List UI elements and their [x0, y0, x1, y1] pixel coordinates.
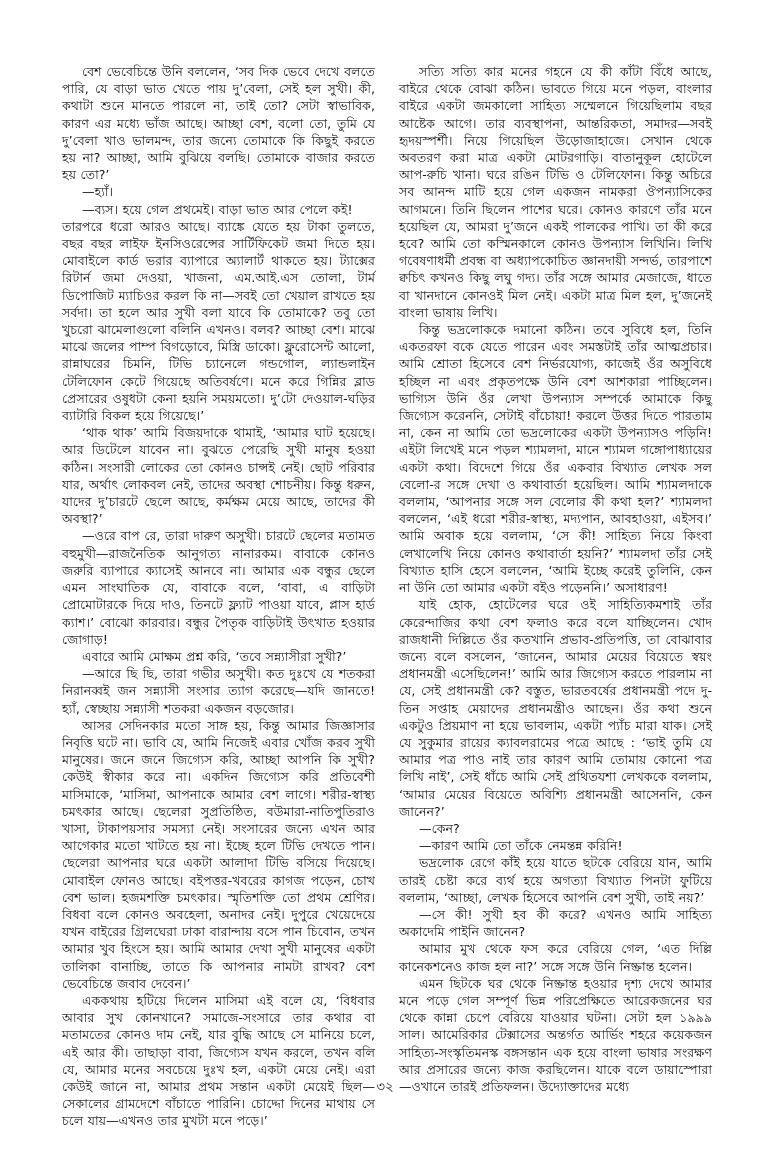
- paragraph-dialogue: —কেন?: [419, 820, 460, 836]
- paragraph: ভদ্রলোক রেগে কাঁই হয়ে যাতে ছটকে বেরিয়ে যান, আমি তারই চেষ্টা করে ব্যর্থ হয়ে অগত্যা বিখ্যাত পিনটা ফুটিয়ে বললাম, ‘আচ্ছা, লেখক হিসেবে আপনি বেশ সুখী, তাই নয়?’: [399, 855, 712, 905]
- paragraph: এমন ছিটকে ঘর থেকে নিষ্ক্রান্ত হওয়ার দৃশ্য দেখে আমার মনে পড়ে গেল সম্পূর্ণ ভিন্ন পরিপ্রেক্ষিতে আরেকজনের ঘর থেকে কান্না চেপে বেরিয়ে যাওয়ার ঘটনা। সেটা হল ১৯৯৯ সাল। আমেরিকার টেক্সাসের অন্তর্গত আর্ভিং শহরে কয়েকজন সাহিত্য-সংস্কৃতিমনস্ক বঙ্গসন্তান এক হয়ে বাংলা ভাষার সংরক্ষণ আর প্রসারের জন্যে কাজ করছিলেন। যাকে বলে ডায়াস্পোরা—ওখানে তারই প্রতিফলন। উদ্যোক্তাদের মধ্যে: [399, 975, 712, 1094]
- paragraph-dialogue: —হ্যাঁ।: [82, 184, 114, 200]
- paragraph-dialogue: —আরে ছি ছি, তারা গভীর অসুখী। কত দুঃখে যে শতকরা নিরানব্বই জন সন্ন্যাসী সংসার ত্যাগ করেছে—যদি জানতে! হ্যাঁ, স্বেচ্ছায় সন্ন্যাসী শতকরা একজন বড়জোর।: [62, 666, 375, 716]
- paragraph: তারপরে ধরো আরও আছে। ব্যাঙ্কে যেতে হয় টাকা তুলতে, বছর বছর লাইফ ইনসিওরেন্সের সার্টিফিকেট জমা দিতে হয়। মোবাইলে কার্ড ভরার ব্যাপারে অ্যালার্ট থাকতে হয়। ট্যাক্সের রিটার্ন জমা দেওয়া, খাজনা, এম.আই.এস তোলা, টার্ম ডিপোজিট ম্যাচিওর করল কি না—সবই তো খেয়াল রাখতে হয় সর্বদা। তা হলে আর সুখী বলা যাবে কি তোমাকে? তবু তো খুচরো ঝামেলাগুলো বলিনি এখনও। বলব? আচ্ছা বেশ। মাঝে মাঝে জলের পাম্প বিগড়োবে, মিস্ত্রি ডাকো। ফ্লুরোসেন্ট আলো, রান্নাঘরের চিমনি, টিভি চ্যানেলে গন্ডগোল, ল্যান্ডলাইন টেলিফোন কেটে গিয়েছে অতিবর্ষণে। মনে করে গিন্নির ব্লাড প্রেসারের ওষুধটা কেনা হয়নি সময়মতো। দু’টো দেওয়াল-ঘড়ির ব্যাটারি বিকল হয়ে গিয়েছে।’: [62, 218, 375, 424]
- paragraph: আমার মুখ থেকে ফস করে বেরিয়ে গেল, ‘এত দিল্লি কানেকশনেও কাজ হল না?’ সঙ্গে সঙ্গে উনি নিষ্ক্রান্ত হলেন।: [399, 941, 712, 974]
- paragraph: এবারে আমি মোক্ষম প্রশ্ন করি, ‘তবে সন্ন্যাসীরা সুখী?’: [82, 648, 347, 664]
- text-column-left: [62, 63, 375, 1130]
- text-column-right: [399, 63, 712, 1095]
- paragraph: সত্যি সত্যি কার মনের গহনে যে কী কাঁটা বিঁধে আছে, বাইরে থেকে বোঝা কঠিন। ভাবতে গিয়ে মনে পড়ল, বাংলার বাইরে একটা জমকালো সাহিত্য সম্মেলনে গিয়েছিলাম বছর আষ্টেক আগে। তার ব্যবস্থাপনা, আন্তরিকতা, সমাদর—সবই হৃদয়স্পর্শী। নিয়ে গিয়েছিল উড়োজাহাজে। সেখান থেকে অবতরণ করা মাত্র একটা মোটরগাড়ি। বাতানুকূল হোটেলে আপ-রুচি খানা। ঘরে রঙিন টিভি ও টেলিফোন। কিন্তু অচিরে সব আনন্দ মাটি হয়ে গেল একজন নামকরা ঔপন্যাসিকের আগমনে। তিনি ছিলেন পাশের ঘরে। কোনও কারণে তাঁর মনে হয়েছিল যে, আমরা দু’জনে একই পালকের পাখি। তা কী করে হবে? আমি তো কস্মিনকালে কোনও উপন্যাস লিখিনি। লিখি গবেষণাধর্মী প্রবন্ধ বা অধ্যাপকোচিত জ্ঞানদায়ী সন্দর্ভ, তারপাশে ক্বচিৎ কখনও কিছু লঘু গদ্য। তাঁর সঙ্গে আমার মেজাজে, ধাতে বা খানদানে কোনওই মিল নেই। একটা মাত্র মিল হল, দু’জনেই বাংলা ভাষায় লিখি।: [399, 64, 712, 320]
- paragraph-dialogue: —সে কী! সুখী হব কী করে? এখনও আমি সাহিত্য অকাদেমি পাইনি জানেন?: [399, 906, 712, 940]
- paragraph-dialogue: —ওরে বাপ রে, তারা দারুণ অসুখী। চারটে ছেলের মতামত বহুমুখী—রাজনৈতিক আনুগত্য নানারকম। বাবাকে কোনও জরুরি ব্যাপারে ক্যাসেই আনবে না। আমার এক বন্ধুর ছেলে এমন সাংঘাতিক যে, বাবাকে বলে, ‘বাবা, এ বাড়িটা প্রোমোটারকে দিয়ে দাও, তিনটে ফ্ল্যাট পাওয়া যাবে, প্লাস হার্ড ক্যাশ।’ বোঝো কারবার। বন্ধুর পৈতৃক বাড়িটাই উৎখাত হওয়ার জোগাড়!: [62, 528, 375, 647]
- paragraph: বেশ ভেবেচিন্তে উনি বললেন, ‘সব দিক ভেবে দেখে বলতে পারি, যে বাড়া ভাত খেতে পায় দু’বেলা, সেই হল সুখী। কী, কথাটা শুনে মানতে পারলে না, তাই তো? সেটা স্বাভাবিক, কারণ এর মধ্যে ভাঁজ আছে। আচ্ছা বেশ, বলো তো, তুমি যে দু’বেলা খাও ভালমন্দ, তার জন্যে তোমাকে কি কিছুই করতে হয় না? আচ্ছা, আমি বুঝিয়ে বলছি। তোমাকে বাজার করতে হয় তো?’: [62, 64, 375, 183]
- page-number: ৩২: [376, 1079, 394, 1095]
- paragraph: এককথায় হটিয়ে দিলেন মাসিমা এই বলে যে, ‘বিধবার আবার সুখ কোনখানে? সমাজে-সংসারে তার কথার বা মতামতের কোনও দাম নেই, যার বুদ্ধি আছে সে মানিয়ে চলে, এই আর কী। তাছাড়া বাবা, জিগ্যেস যখন করলে, তখন বলি যে, আমার মনের সবচেয়ে দুঃখ হল, একটা মেয়ে নেই। এরা কেউই জানে না, আমার প্রথম সন্তান একটা মেয়েই ছিল—সেকালের গ্রামদেশে বাঁচাতে পারিনি। চোদ্দো দিনের মাথায় সে চলে যায়—এখনও তার মুখটা মনে পড়ে।’: [62, 992, 375, 1129]
- paragraph: কিন্তু ভদ্রলোককে দমানো কঠিন। তবে সুবিধে হল, তিনি একতরফা বকে যেতে পারেন এবং সমস্তটাই তাঁর আত্মপ্রচার। আমি শ্রোতা হিসেবে বেশ নির্ভরযোগ্য, কাজেই ওঁর অসুবিধে হচ্ছিল না এবং প্রকৃতপক্ষে উনি বেশ আশকারা পাচ্ছিলেন। ভাগ্যিস উনি ওঁর লেখা উপন্যাস সম্পর্কে আমাকে কিছু জিগ্যেস করেননি, সেটাই বাঁচোয়া! করলে উত্তর দিতে পারতাম না, কেন না আমি তো ভদ্রলোকের একটা উপন্যাসও পড়িনি! এইটা লিখেই মনে পড়ল শ্যামলদা, মানে শ্যামল গঙ্গোপাধ্যায়ের একটা কথা। বিদেশে গিয়ে ওঁর একবার বিখ্যাত লেখক সল বেলো-র সঙ্গে দেখা ও কথাবার্তা হয়েছিল। আমি শ্যামলদাকে বললাম, ‘আপনার সঙ্গে সল বেলোর কী কথা হল?’ শ্যামলদা বললেন, ‘এই ধরো শরীর-স্বাস্থ্য, মদ্যপান, আবহাওয়া, এইসব।’ আমি অবাক হয়ে বললাম, ‘সে কী! সাহিত্য নিয়ে কিংবা লেখালেখি নিয়ে কোনও কথাবার্তা হয়নি?’ শ্যামলদা তাঁর সেই বিখ্যাত হাসি হেসে বললেন, ‘আমি ইচ্ছে করেই তুলিনি, কেন না উনি তো আমার একটা বইও পড়েননি।’ অসাধারণ!: [399, 322, 712, 596]
- paragraph: যাই হোক, হোটেলের ঘরে ওই সাহিত্যিকমশাই তাঁর কেরেন্দাজির কথা বেশ ফলাও করে বলে যাচ্ছিলেন। খোদ রাজধানী দিল্লিতে ওঁর কতখানি প্রভাব-প্রতিপত্তি, তা বোঝাবার জন্যে বলে বসলেন, ‘জানেন, আমার মেয়ের বিয়েতে স্বয়ং প্রধানমন্ত্রী এসেছিলেন!’ আমি আর জিগ্যেস করতে পারলাম না যে, সেই প্রধানমন্ত্রী কে? বস্তুত, ভারতবর্ষের প্রধানমন্ত্রী পদে দু-তিন সপ্তাহ মেয়াদের প্রধানমন্ত্রীও আছেন। ওঁর কথা শুনে একটুও প্রিয়মাণ না হয়ে ভাবলাম, একটা প্যাঁচ মারা যাক। সেই যে সুকুমার রায়ের ক্যাবলরামের পত্রে আছে : ‘ভাই তুমি যে আমার পত্র পাও নাই তার কারণ আমি তোমায় কোনো পত্র লিখি নাই’, সেই ধাঁচে আমি সেই প্রথিতযশা লেখককে বললাম, ‘আমার মেয়ের বিয়েতে অবিশ্যি প্রধানমন্ত্রী আসেননি, কেন জানেন?’: [399, 597, 712, 819]
- paragraph-dialogue: —ব্যস। হয়ে গেল প্রথমেই। বাড়া ভাত আর পেলে কই!: [82, 201, 353, 217]
- paragraph-dialogue: —কারণ আমি তো তাঁকে নেমন্তন্ন করিনি!: [419, 838, 623, 854]
- paragraph: ‘থাক থাক’ আমি বিজয়দাকে থামাই, ‘আমার ঘাট হয়েছে। আর ডিটেলে যাবেন না। বুঝতে পেরেছি সুখী মানুষ হওয়া কঠিন। সংসারী লোকের তো কোনও চান্সই নেই। ছোট পরিবার যার, অর্থাৎ লোকবল নেই, তাদের অবস্থা শোচনীয়। কিন্তু ধরুন, যাদের দু’চারটে ছেলে আছে, কর্মক্ষম মেয়ে আছে, তাদের কী অবস্থা?’: [62, 425, 375, 527]
- paragraph: আসর সেদিনকার মতো সাঙ্গ হয়, কিন্তু আমার জিজ্ঞাসার নিবৃত্তি ঘটে না। ভাবি যে, আমি নিজেই এবার খোঁজ করব সুখী মানুষের। জনে জনে জিগ্যেস করি, আচ্ছা আপনি কি সুখী? কেউই স্বীকার করে না। একদিন জিগ্যেস করি প্রতিবেশী মাসিমাকে, ‘মাসিমা, আপনাকে আমার বেশ লাগে। শরীর-স্বাস্থ্য চমৎকার আছে। ছেলেরা সুপ্রতিষ্ঠিত, বউমারা-নাতিপুতিরাও খাসা, টাকাপয়সার সমস্যা নেই। সংসারের জন্যে এখন আর আগেকার মতো খাটতে হয় না। ইচ্ছে হলে টিভি দেখতে পান। ছেলেরা আপনার ঘরে একটা আলাদা টিভি বসিয়ে দিয়েছে। মোবাইল ফোনও আছে। বইপত্তর-খবরের কাগজ পড়েন, চোখ বেশ ভাল। হজমশক্তি চমৎকার। স্মৃতিশক্তি তো প্রথম শ্রেণির। বিধবা বলে কোনও অবহেলা, অনাদর নেই। দুপুরে খেয়েদেয়ে যখন বাইরের গ্রিলঘেরা ঢাকা বারান্দায় বসে পান চিবোন, তখন আমার খুব হিংসে হয়। আমি আমার দেখা সুখী মানুষের একটা তালিকা বানাচ্ছি, তাতে কি আপনার নামটা রাখব? বেশ ভেবেচিন্তে জবাব দেবেন।’: [62, 717, 375, 991]
